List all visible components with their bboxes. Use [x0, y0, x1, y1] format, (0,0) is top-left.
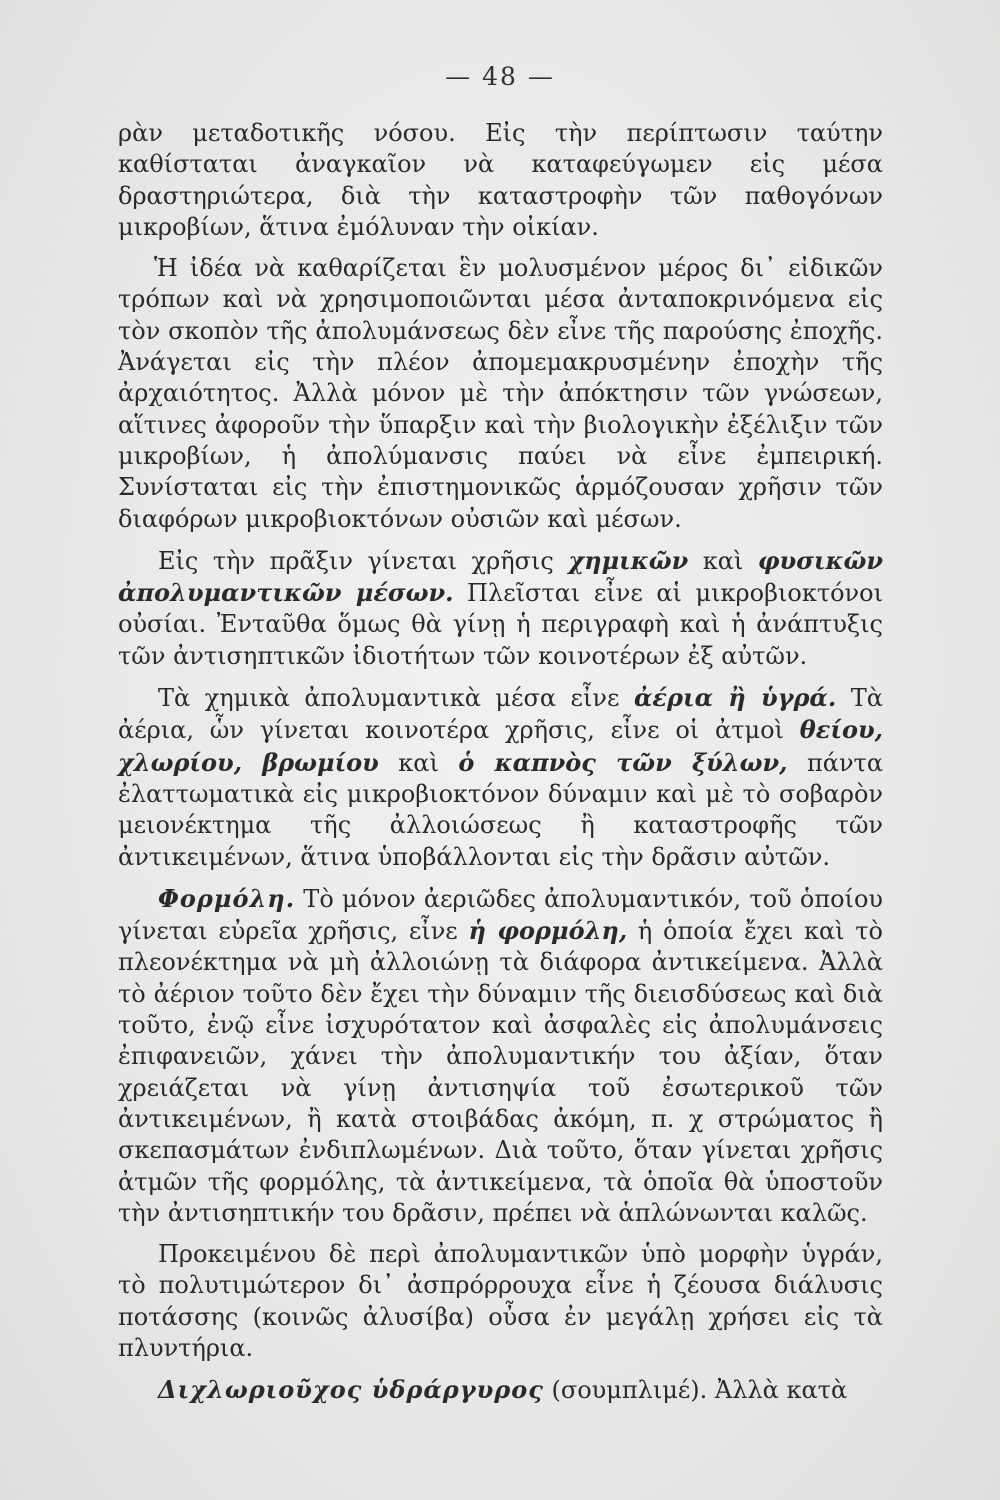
emphasis-sulfur-chlorine-bromine: θείου, χλωρίου, βρωμίου: [118, 715, 883, 777]
paragraph-1: [118, 118, 883, 243]
paragraph-3-text-a: Εἰς τὴν πρᾶξιν γίνεται χρῆσις: [158, 546, 569, 575]
paragraph-4-text-d: πάντα ἐλαττωματικὰ εἰς μικροβιοκτόνον δύναμιν καὶ μὲ τὸ σοβαρὸν μειονέκτημα τῆς ἀλλοιώσεως ἢ καταστροφῆς τῶν ἀντικειμένων, ἅτινα ὑποβάλλονται εἰς τὴν δρᾶσιν αὐτῶν.: [118, 748, 884, 871]
paragraph-6-text: Προκειμένου δὲ περὶ ἀπολυμαντικῶν ὑπὸ μορφὴν ὑγράν, τὸ πολυτιμώτερον δι᾽ ἀσπρόρρουχα εἶνε ἡ ζέουσα διάλυσις ποτάσσης (κοινῶς ἀλυσίβα) οὖσα ἐν μεγάλῃ χρήσει εἰς τὰ πλυντήρια.: [118, 1240, 883, 1362]
paragraph-5-text-b: ἡ ὁποία ἔχει καὶ τὸ πλεονέκτημα νὰ μὴ ἀλλοιώνῃ τὰ διάφορα ἀντικείμενα. Ἀλλὰ τὸ ἀέριον τοῦτο δὲν ἔχει τὴν δύναμιν τῆς διεισδύσεως καὶ διὰ τοῦτο, ἐνῷ εἶνε ἰσχυρότατον καὶ ἀσφαλὲς εἰς ἀπολυμάνσεις ἐπιφανειῶν, χάνει τὴν ἀπολυμαντικήν του ἀξίαν, ὅταν χρειάζεται νὰ γίνῃ ἀντισηψία τοῦ ἐσωτερικοῦ τῶν ἀντικειμένων, ἢ κατὰ στοιβάδας ἀκόμη, π. χ στρώματος ἢ σκεπασμάτων ἐνδιπλωμένων. Διὰ τοῦτο, ὅταν γίνεται χρῆσις ἀτμῶν τῆς φορμόλης, τὰ ἀντικείμενα, τὰ ὁποῖα θὰ ὑποστοῦν τὴν ἀντισηπτικήν του δρᾶσιν, πρέπει νὰ ἁπλώνωνται καλῶς.: [118, 917, 884, 1227]
emphasis-physical-disinfectants: φυσικῶν ἀπολυμαντικῶν μέσων.: [118, 545, 884, 608]
paragraph-4: [118, 682, 883, 873]
page-number: — 48 —: [445, 62, 555, 91]
section-heading-formol: Φορμόλη.: [158, 883, 296, 913]
paragraph-5: [118, 883, 883, 1229]
paragraph-7-text: (σουμπλιμέ). Ἀλλὰ κατὰ: [543, 1376, 848, 1405]
paragraph-3: [118, 545, 883, 672]
paragraph-3-text-c: Πλεῖσται εἶνε αἱ μικροβιοκτόνοι οὐσίαι. Ἐνταῦθα ὅμως θὰ γίνῃ ἡ περιγραφὴ καὶ ἡ ἀνάπτυξις τῶν ἀντισηπτικῶν ἰδιοτήτων τῶν κοινοτέρων ἐξ αὐτῶν.: [118, 579, 883, 670]
section-heading-mercuric-chloride: Διχλωριοῦχος ὑδράργυρος: [158, 1375, 544, 1405]
emphasis-chemical: χημικῶν: [568, 545, 689, 575]
paragraph-3-text-b: καὶ: [688, 546, 758, 575]
emphasis-gas-or-liquid: ἀέρια ἢ ὑγρά.: [633, 683, 837, 713]
paragraph-4-text-b: Τὰ ἀέρια, ὧν γίνεται κοινοτέρα χρῆσις, εἶνε οἱ ἀτμοὶ: [118, 684, 883, 745]
paragraph-1-text: ρὰν μεταδοτικῆς νόσου. Εἰς τὴν περίπτωσιν ταύτην καθίσταται ἀναγκαῖον νὰ καταφεύγωμεν εἰς μέσα δραστηριώτερα, διὰ τὴν καταστροφὴν τῶν παθογόνων μικροβίων, ἅτινα ἐμόλυναν τὴν οἰκίαν.: [118, 119, 883, 241]
paragraph-2: [118, 253, 883, 535]
emphasis-formol: ἡ φορμόλη,: [468, 916, 628, 946]
paragraph-5-text-a: Τὸ μόνον ἀεριῶδες ἀπολυμαντικόν, τοῦ ὁποίου γίνεται εὐρεῖα χρῆσις, εἶνε: [118, 884, 883, 946]
paragraph-7: [118, 1374, 883, 1406]
body-text: [118, 118, 883, 1417]
paragraph-2-text: Ἡ ἰδέα νὰ καθαρίζεται ἓν μολυσμένον μέρος δι᾽ εἰδικῶν τρόπων καὶ νὰ χρησιμοποιῶνται μέσα ἀνταποκρινόμενα εἰς τὸν σκοπὸν τῆς ἀπολυμάνσεως δὲν εἶνε τῆς παρούσης ἐποχῆς. Ἀνάγεται εἰς τὴν πλέον ἀπομεμακρυσμένην ἐποχὴν τῆς ἀρχαιότητος. Ἀλλὰ μόνον μὲ τὴν ἀπόκτησιν τῶν γνώσεων, αἵτινες ἀφοροῦν τὴν ὕπαρξιν καὶ τὴν βιολογικὴν ἐξέλιξιν τῶν μικροβίων, ἡ ἀπολύμανσις παύει νὰ εἶνε ἐμπειρική. Συνίσταται εἰς τὴν ἐπιστημονικῶς ἁρμόζουσαν χρῆσιν τῶν διαφόρων μικροβιοκτόνων οὐσιῶν καὶ μέσων.: [118, 254, 883, 533]
paragraph-4-text-a: Τὰ χημικὰ ἀπολυμαντικὰ μέσα εἶνε: [158, 684, 634, 713]
paragraph-6: [118, 1239, 883, 1364]
emphasis-wood-smoke: ὁ καπνὸς τῶν ξύλων,: [458, 747, 788, 777]
paragraph-4-text-c: καὶ: [378, 748, 459, 777]
